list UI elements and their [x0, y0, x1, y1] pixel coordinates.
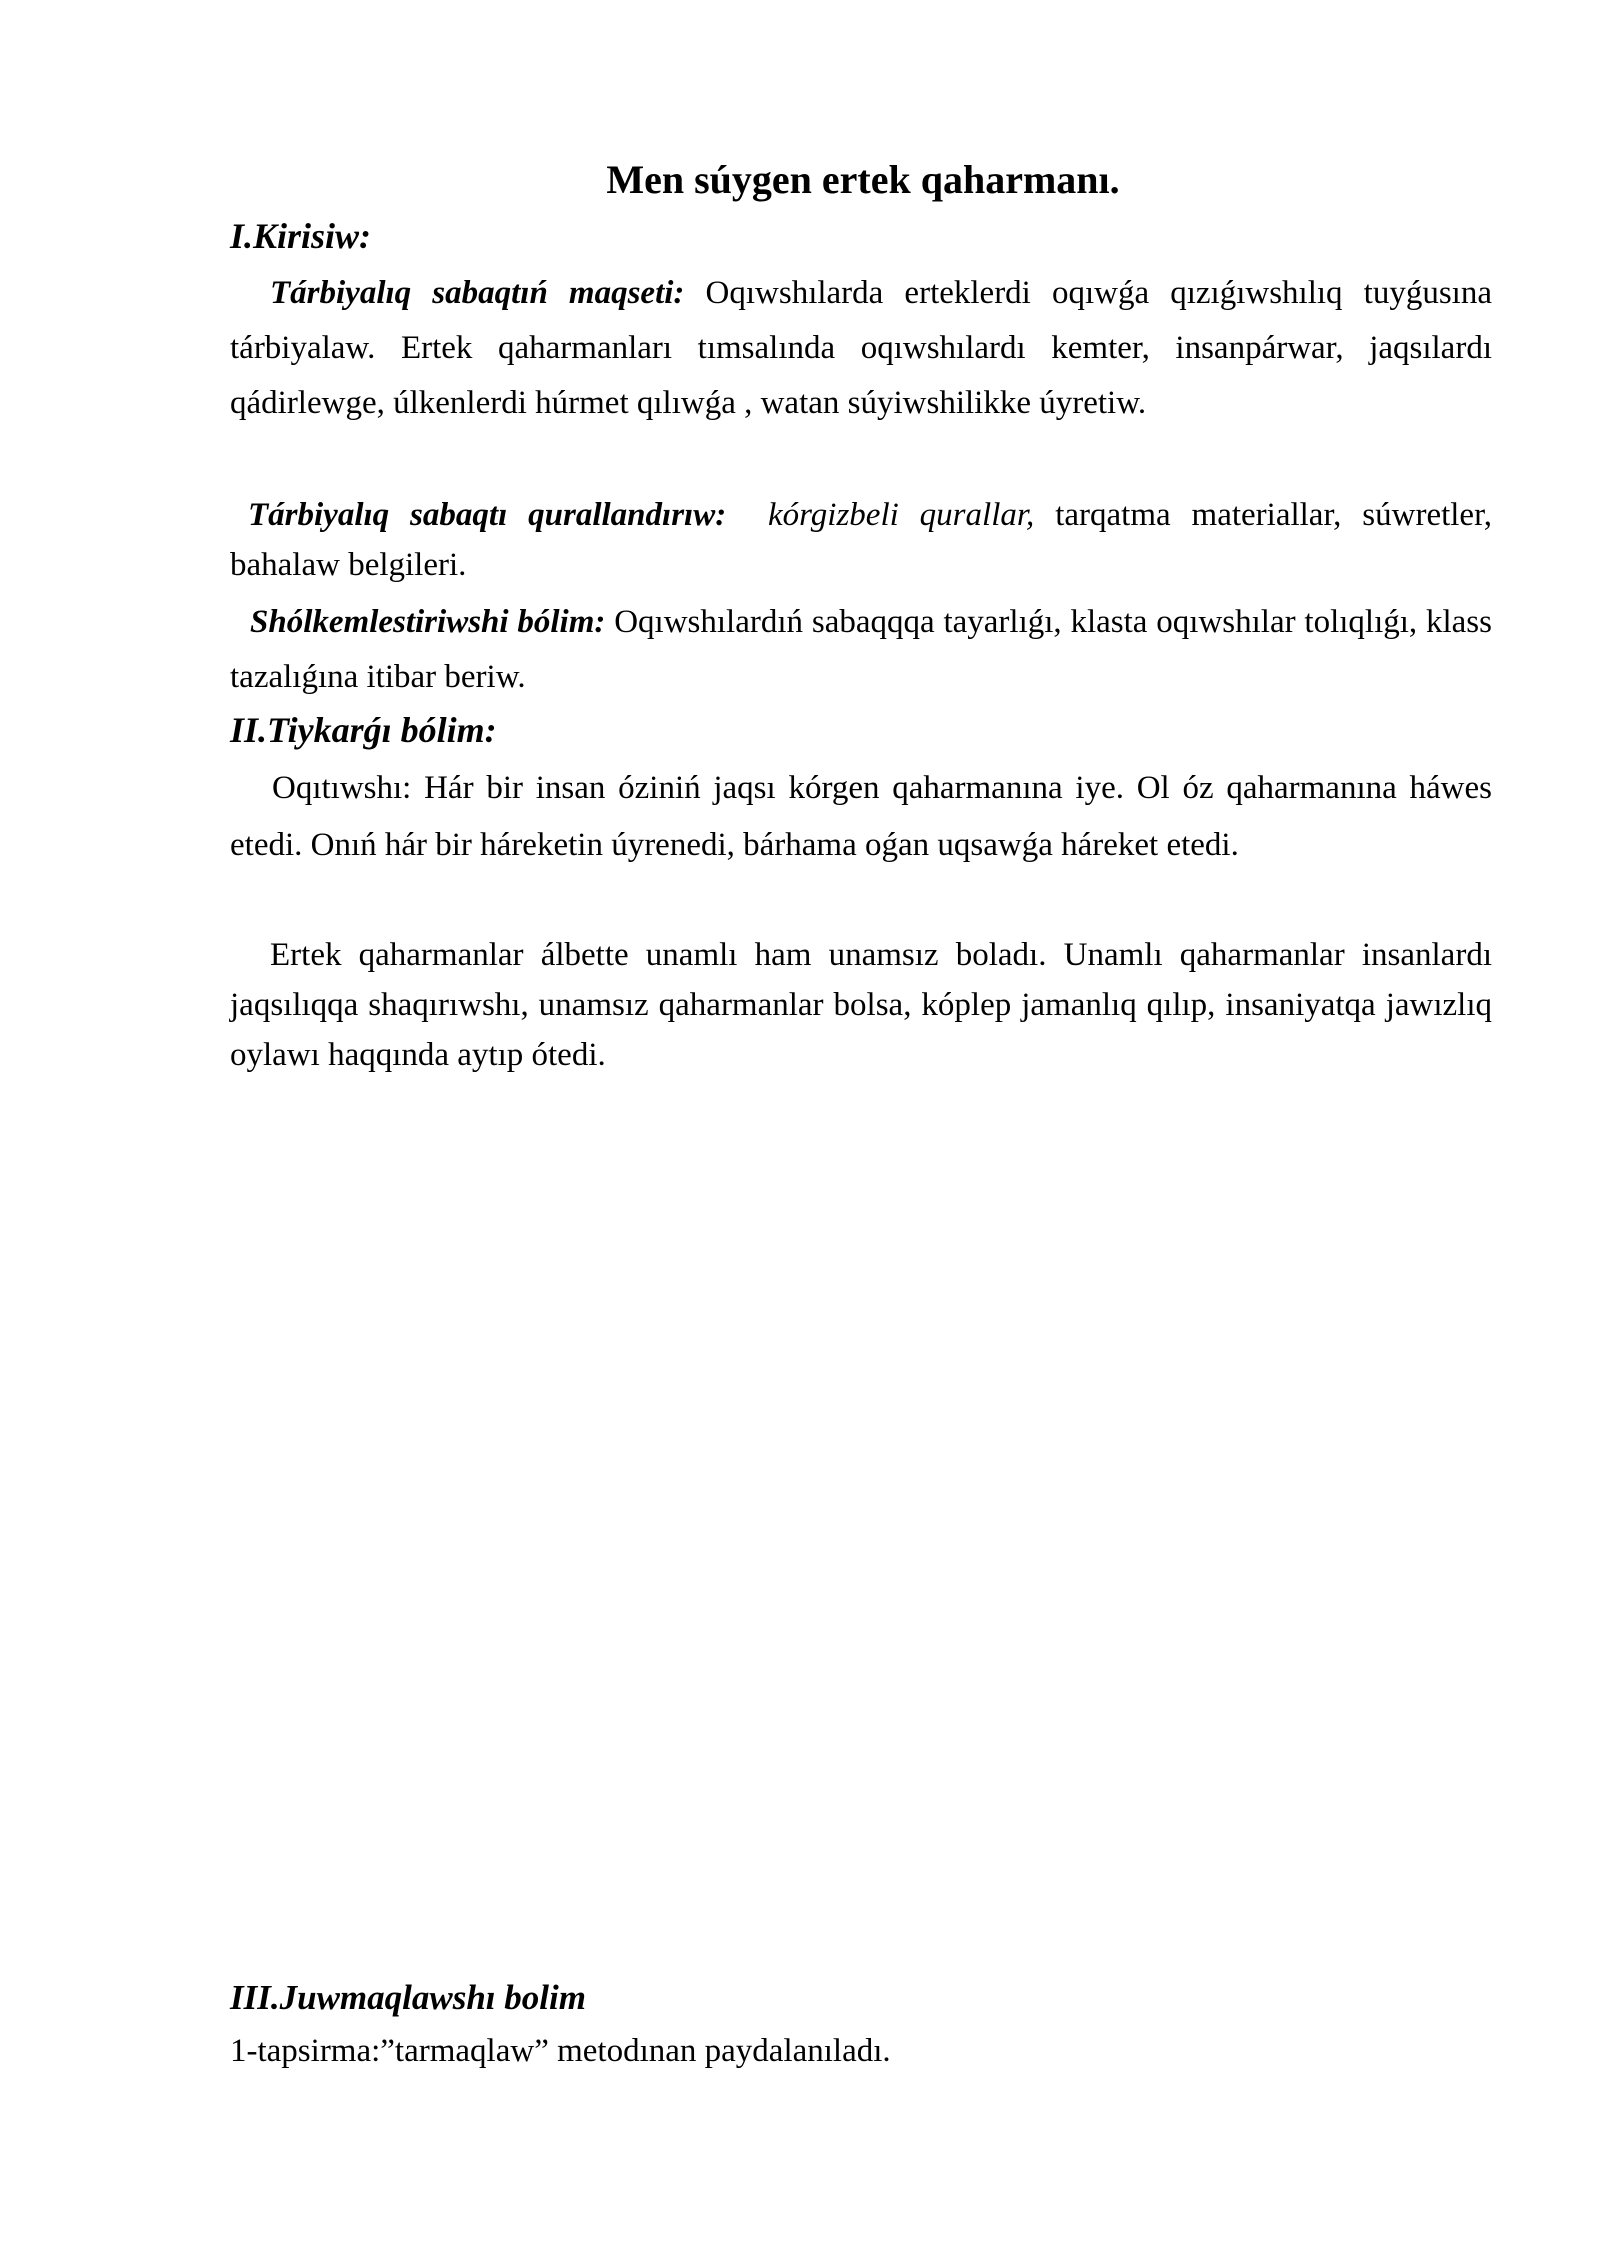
- equipment-label: Tárbiyalıq sabaqtı qurallandırıw:: [248, 497, 727, 533]
- equipment-paragraph: [230, 490, 1492, 590]
- section-heading-main: II.Tiykarǵı bólim:: [230, 710, 497, 750]
- section-heading-final: III.Juwmaqlawshı bolim: [230, 1978, 586, 2017]
- organization-paragraph: [230, 595, 1492, 705]
- organization-label: Shólkemlestiriwshi bólim:: [250, 604, 606, 640]
- main-paragraph-2: Ertek qaharmanlar álbette unamlı ham unamsız boladı. Unamlı qaharmanlar insanlardı jaqsılıqqa shaqırıwshı, unamsız qaharmanlar bolsa, kóplep jamanlıq qılıp, insaniyatqa jawızlıq oylawı haqqında aytıp ótedi.: [230, 937, 1492, 1073]
- goal-label: Tárbiyalıq sabaqtıń maqseti:: [270, 275, 685, 311]
- final-task-text: 1-tapsirma:”tarmaqlaw” metodınan paydalanıladı.: [230, 2033, 891, 2069]
- document-title: Men súygen ertek qaharmanı.: [606, 157, 1120, 202]
- goal-paragraph: [230, 266, 1492, 431]
- goal-text: Oqıwshılarda erteklerdi oqıwǵa qızıǵıwshılıq tuyǵusına tárbiyalaw. Ertek qaharmanları tımsalında oqıwshılardı kemter, insanpárwar, jaqsılardı qádirlewge, úlkenlerdi húrmet qılıwǵa , watan súyiwshilikke úyretiw.: [230, 275, 1492, 421]
- equipment-italic-text: kórgizbeli qurallar,: [768, 497, 1035, 533]
- main-paragraph-1: Oqıtıwshı: Hár bir insan óziniń jaqsı kórgen qaharmanına iye. Ol óz qaharmanına háwes etedi. Onıń hár bir háreketin úyrenedi, bárhama oǵan uqsawǵa háreket etedi.: [230, 770, 1492, 863]
- equipment-text: tarqatma materiallar, súwretler, bahalaw belgileri.: [230, 497, 1492, 583]
- section-heading-intro: I.Kirisiw:: [230, 216, 372, 256]
- organization-text: Oqıwshılardıń sabaqqqa tayarlıǵı, klasta oqıwshılar tolıqlıǵı, klass tazalıǵına itibar beriw.: [230, 604, 1492, 695]
